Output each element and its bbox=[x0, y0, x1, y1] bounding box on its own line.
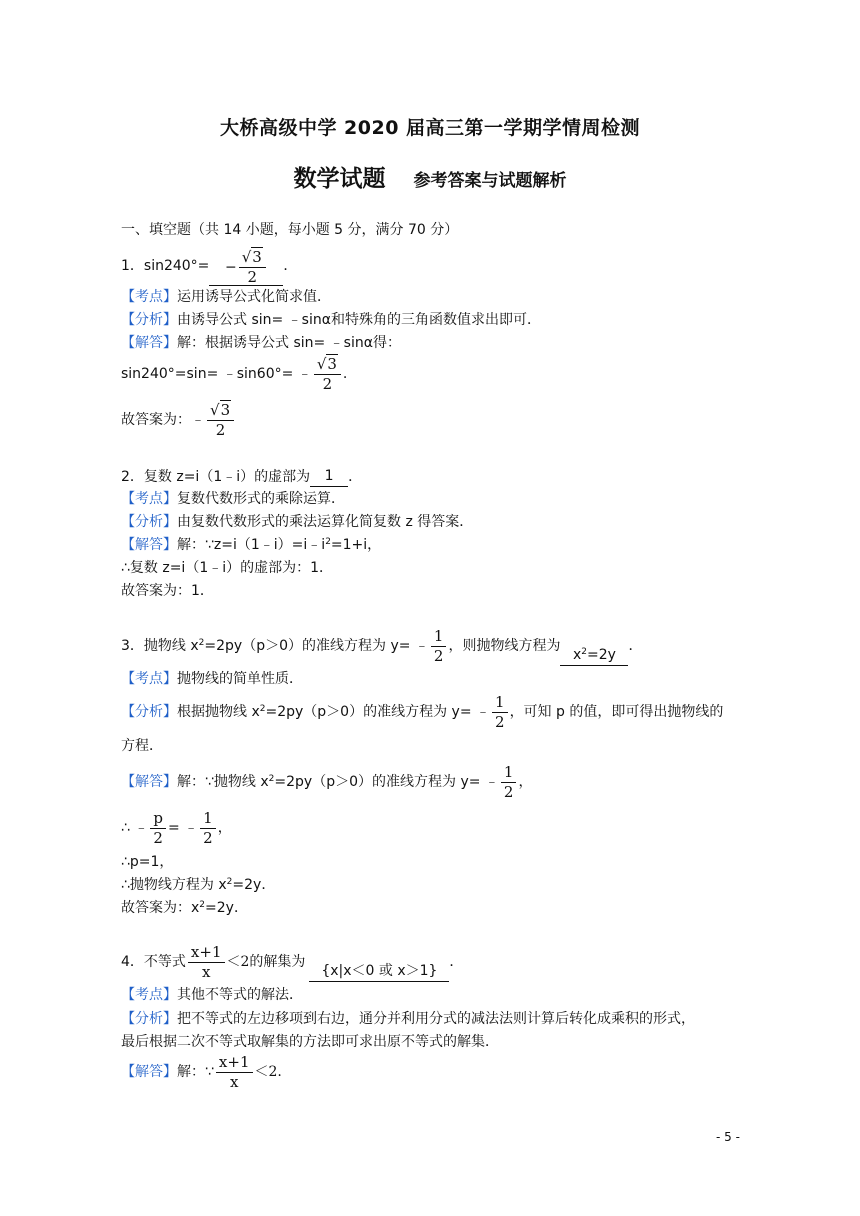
q2-answer: 1 bbox=[310, 466, 348, 487]
q3-stem: 3．抛物线 $x^2=2py(p>0)$的准线方程为 y= ﹣ $\frac{1}{2}$ ，则抛物线方程为$x^2=2y$． bbox=[121, 626, 643, 665]
tag-kaodian: 【考点】 bbox=[121, 289, 177, 305]
q4-fenxi: 【分析】把不等式的左边移项到右边，通分并利用分式的减法法则计算后转化成乘积的形式， bbox=[121, 1011, 695, 1027]
q3-fenxi-cont: 方程． bbox=[121, 738, 163, 754]
q2-fenxi: 【分析】由复数代数形式的乘法运算化简复数 z 得答案． bbox=[121, 514, 474, 530]
q3-final: 故答案为：$x^2=2y$． bbox=[121, 900, 248, 916]
q3-fenxi: 【分析】根据抛物线 $x^2=2py(p>0)$的准线方程为 y= ﹣ $\frac{1}{2}$ ，可知 p 的值，即可得出抛物线的 bbox=[121, 692, 724, 731]
q2-final: 故答案为：1． bbox=[121, 583, 214, 599]
q2-working: ∴复数 z=i（1﹣i）的虚部为：1． bbox=[121, 560, 334, 576]
q1-kaodian: 【考点】运用诱导公式化简求值． bbox=[121, 289, 331, 305]
document-subtitle bbox=[0, 160, 860, 193]
tag-jieda: 【解答】 bbox=[121, 335, 177, 351]
q1-answer: − $\frac{√3}{2}$ bbox=[209, 250, 283, 286]
q3-kaodian: 【考点】抛物线的简单性质． bbox=[121, 671, 303, 687]
q2-jieda: 【解答】解：$\because z=i(1﹣i)=i﹣i^2=1+i$， bbox=[121, 537, 382, 553]
q3-working-2: ∴p=1， bbox=[121, 854, 174, 870]
q2-kaodian: 【考点】复数代数形式的乘除运算． bbox=[121, 491, 345, 507]
q1-working: sin240°=sin= ﹣sin60°= ﹣ $\frac{√3}{2}$ . bbox=[121, 354, 348, 393]
q4-stem: 4．不等式 $\frac{x+1}{x}$ ＜2的解集为{x|x＜0 或 x＞1}． bbox=[121, 942, 464, 981]
q1-fenxi: 【分析】由诱导公式 sin= ﹣sinα和特殊角的三角函数值求出即可． bbox=[121, 312, 541, 328]
q1-final: 故答案为：﹣ $\frac{√3}{2}$ bbox=[121, 398, 236, 442]
page-number: - 5 - bbox=[716, 1130, 740, 1144]
q1-jieda: 【解答】解：根据诱导公式 sin= ﹣sinα得： bbox=[121, 335, 401, 351]
q4-jieda: 【解答】解：∵ $\frac{x+1}{x}$ ＜2. bbox=[121, 1052, 282, 1091]
q4-kaodian: 【考点】其他不等式的解法． bbox=[121, 987, 303, 1003]
q3-working-1: ∴ ﹣ $\frac{p}{2}$ = ﹣ $\frac{1}{2}$ ， bbox=[121, 808, 232, 847]
q4-answer: {x|x＜0 或 x＞1} bbox=[309, 961, 449, 982]
q4-fenxi-cont: 最后根据二次不等式取解集的方法即可求出原不等式的解集． bbox=[121, 1034, 499, 1050]
subject-title: 数学试题 bbox=[293, 166, 386, 192]
q3-working-3: ∴抛物线方程为 $x^2=2y$． bbox=[121, 877, 276, 893]
document-title: 大桥高级中学 2020 届高三第一学期学情周检测 bbox=[219, 117, 641, 139]
section-heading: 一、填空题（共 14 小题，每小题 5 分，满分 70 分） bbox=[121, 222, 459, 238]
answer-key-title: 参考答案与试题解析 bbox=[413, 171, 567, 191]
q2-stem: 2．复数 z=i（1﹣i）的虚部为 1 ． bbox=[121, 468, 363, 485]
q1-stem: 1．sin240°= − $\frac{√3}{2}$ ． bbox=[121, 248, 298, 286]
q3-jieda: 【解答】解：∵抛物线 $x^2=2py(p>0)$的准线方程为 y= ﹣ $\frac{1}{2}$ ， bbox=[121, 762, 533, 801]
tag-fenxi: 【分析】 bbox=[121, 312, 177, 328]
q3-answer: $x^2=2y$ bbox=[560, 645, 628, 666]
